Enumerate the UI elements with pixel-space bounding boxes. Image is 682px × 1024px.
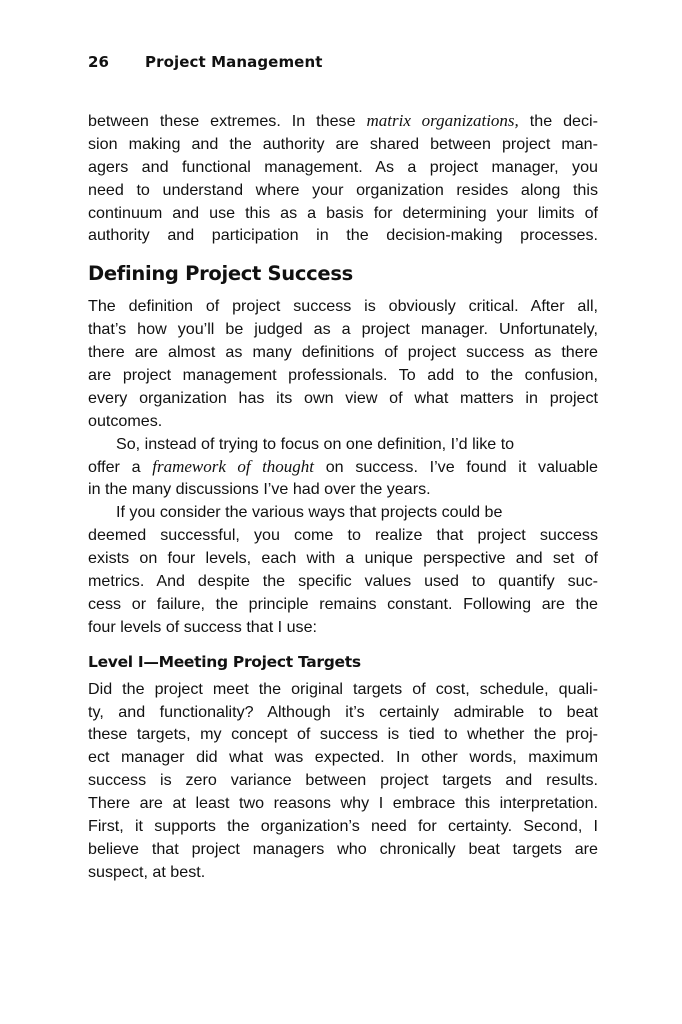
italic-term: framework of thought <box>152 456 315 476</box>
paragraph-level-one <box>88 678 598 884</box>
text-line: are project management professionals. To add to the confusion, <box>88 366 598 385</box>
paragraph-framework <box>88 433 598 502</box>
page-body <box>88 110 598 884</box>
text-line: suspect, at best. <box>88 862 206 881</box>
text-line: need to understand where your organization resides along this <box>88 180 598 199</box>
text-line: four levels of success that I use: <box>88 617 317 636</box>
text-line <box>88 110 598 133</box>
text-line: success is zero variance between project targets and results. <box>88 771 598 790</box>
page-number: 26 <box>88 53 110 71</box>
text-line: believe that project managers who chronically beat targets are <box>88 839 598 858</box>
paragraph-definition <box>88 295 598 432</box>
text-line: So, instead of trying to focus on one definition, I’d like to <box>116 434 515 453</box>
text-line: cess or failure, the principle remains constant. Following are the <box>88 594 598 613</box>
text-line: First, it supports the organization’s need for certainty. Second, I <box>88 817 598 836</box>
text-line: these targets, my concept of success is tied to whether the proj- <box>88 725 598 744</box>
text-line: outcomes. <box>88 411 163 430</box>
text-line: in the many discussions I’ve had over the years. <box>88 480 431 499</box>
text-line: authority and participation in the decision-making processes. <box>88 226 598 245</box>
subsection-heading: Level I—Meeting Project Targets <box>88 652 361 671</box>
text-line: agers and functional management. As a project manager, you <box>88 157 598 176</box>
text-span: on success. I’ve found it valuable <box>314 457 598 476</box>
text-span: offer a <box>88 457 153 476</box>
text-line: metrics. And despite the specific values used to quantify suc- <box>88 572 598 591</box>
text-span: the deci- <box>518 112 598 130</box>
text-line: every organization has its own view of what matters in project <box>88 388 598 407</box>
text-line: deemed successful, you come to realize that project success <box>88 526 598 545</box>
text-line: There are at least two reasons why I embrace this interpretation. <box>88 794 598 813</box>
text-line: Did the project meet the original targets of cost, schedule, quali- <box>88 679 598 698</box>
running-head <box>88 53 323 71</box>
text-line: exists on four levels, each with a unique perspective and set of <box>88 549 598 568</box>
text-line: continuum and use this as a basis for determining your limits of <box>88 203 598 222</box>
text-line: The definition of project success is obviously critical. After all, <box>88 297 598 316</box>
paragraph-matrix-organizations <box>88 110 598 247</box>
paragraph-four-levels <box>88 501 598 638</box>
text-line: ty, and functionality? Although it’s certainly admirable to beat <box>88 702 598 721</box>
text-line: there are almost as many definitions of project success as there <box>88 343 598 362</box>
section-heading: Defining Project Success <box>88 262 353 286</box>
italic-term: matrix organizations, <box>366 111 519 130</box>
text-line: If you consider the various ways that projects could be <box>116 503 503 522</box>
text-line: sion making and the authority are shared between project man- <box>88 134 598 153</box>
text-line: that’s how you’ll be judged as a project manager. Unfortunately, <box>88 320 598 339</box>
running-title: Project Management <box>145 53 323 71</box>
text-span: between these extremes. In these <box>88 112 367 130</box>
text-line <box>88 456 598 479</box>
text-line: ect manager did what was expected. In other words, maximum <box>88 748 598 767</box>
